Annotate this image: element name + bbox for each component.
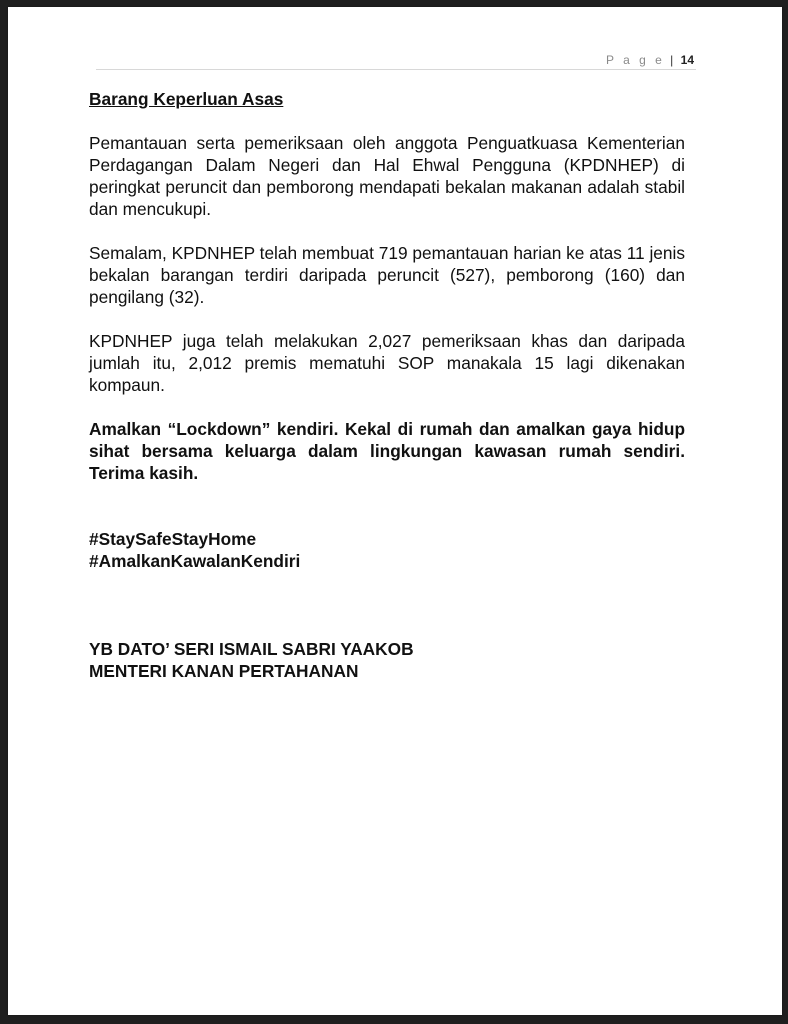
paragraph-daily-monitoring: Semalam, KPDNHEP telah membuat 719 pemantauan harian ke atas 11 jenis bekalan barangan terdiri daripada peruncit (527), pemborong (160) dan pengilang (32). [89,243,685,307]
page-label: P a g e [606,53,665,67]
page-separator: | [670,53,674,67]
page-header [96,53,696,70]
hashtag: #AmalkanKawalanKendiri [89,551,301,571]
page-number-wrap [606,53,694,67]
hashtag: #StaySafeStayHome [89,529,257,549]
document-body [89,88,685,682]
signatory-name: YB DATO’ SERI ISMAIL SABRI YAAKOB [89,639,414,659]
paragraph-lockdown-appeal: Amalkan “Lockdown” kendiri. Kekal di rumah dan amalkan gaya hidup sihat bersama keluarga dalam lingkungan kawasan rumah sendiri. Terima kasih. [89,419,685,483]
hashtag-block [89,528,685,572]
signatory-title: MENTERI KANAN PERTAHANAN [89,661,359,681]
paragraph-monitoring: Pemantauan serta pemeriksaan oleh anggota Penguatkuasa Kementerian Perdagangan Dalam Negeri dan Hal Ehwal Pengguna (KPDNHEP) di peringkat peruncit dan pemborong mendapati bekalan makanan adalah stabil dan mencukupi. [89,133,685,219]
section-heading: Barang Keperluan Asas [89,89,284,109]
signature-block [89,638,685,682]
paragraph-special-inspection: KPDNHEP juga telah melakukan 2,027 pemeriksaan khas dan daripada jumlah itu, 2,012 premis mematuhi SOP manakala 15 lagi dikenakan kompaun. [89,331,685,395]
page-number: 14 [680,53,694,67]
